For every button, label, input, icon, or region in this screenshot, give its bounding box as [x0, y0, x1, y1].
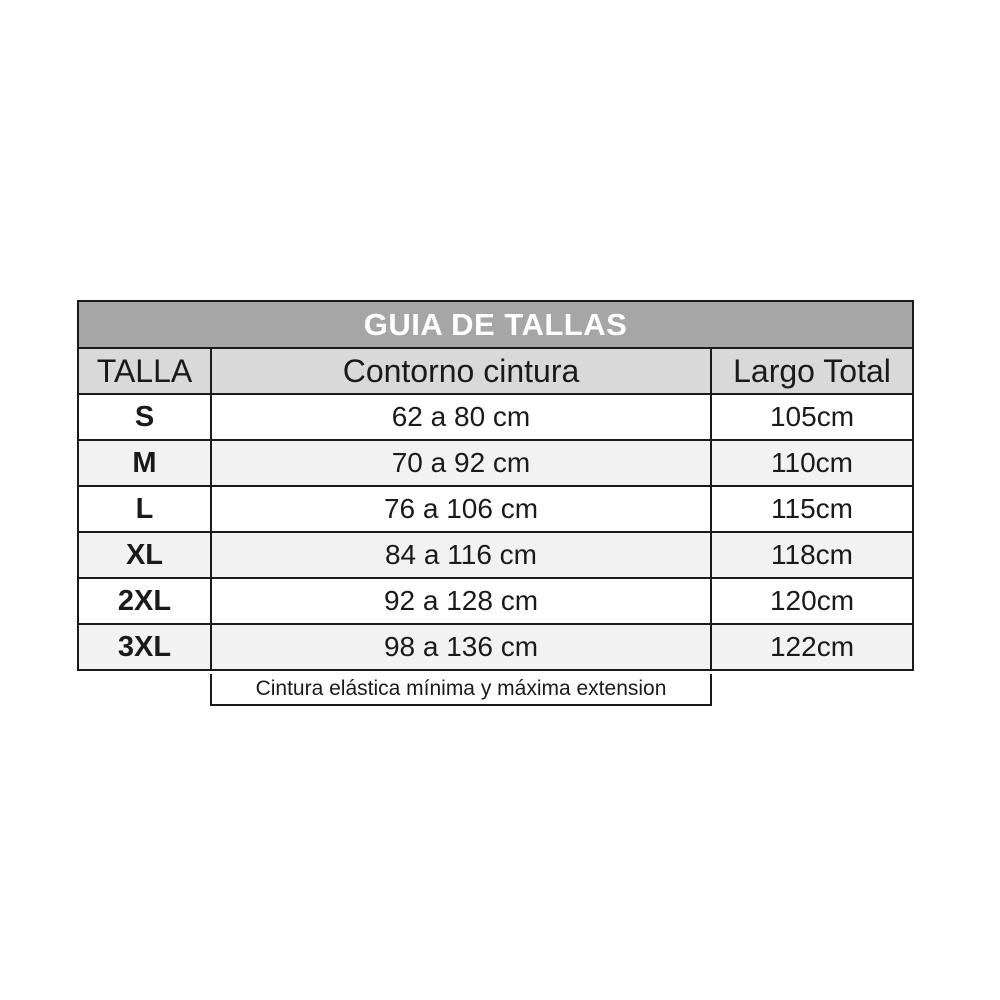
- title-row: [78, 301, 913, 348]
- size-label: 2XL: [78, 578, 211, 624]
- length-value: 120cm: [711, 578, 913, 624]
- header-row: [78, 348, 913, 394]
- length-value: 110cm: [711, 440, 913, 486]
- size-label: XL: [78, 532, 211, 578]
- header-size: TALLA: [78, 348, 211, 394]
- table-row: [78, 532, 913, 578]
- table-row: [78, 486, 913, 532]
- table-row: [78, 394, 913, 440]
- size-guide: [77, 300, 912, 700]
- header-waist: Contorno cintura: [211, 348, 711, 394]
- size-label: M: [78, 440, 211, 486]
- table-row: [78, 624, 913, 670]
- waist-value: 62 a 80 cm: [211, 394, 711, 440]
- table-title: GUIA DE TALLAS: [78, 301, 913, 348]
- waist-value: 70 a 92 cm: [211, 440, 711, 486]
- header-length: Largo Total: [711, 348, 913, 394]
- length-value: 122cm: [711, 624, 913, 670]
- table-row: [78, 440, 913, 486]
- size-label: L: [78, 486, 211, 532]
- size-label: 3XL: [78, 624, 211, 670]
- waist-value: 98 a 136 cm: [211, 624, 711, 670]
- length-value: 105cm: [711, 394, 913, 440]
- length-value: 118cm: [711, 532, 913, 578]
- length-value: 115cm: [711, 486, 913, 532]
- size-label: S: [78, 394, 211, 440]
- waist-value: 92 a 128 cm: [211, 578, 711, 624]
- elastic-waist-note: Cintura elástica mínima y máxima extension: [210, 674, 712, 706]
- waist-value: 76 a 106 cm: [211, 486, 711, 532]
- size-table: [77, 300, 914, 671]
- waist-value: 84 a 116 cm: [211, 532, 711, 578]
- table-row: [78, 578, 913, 624]
